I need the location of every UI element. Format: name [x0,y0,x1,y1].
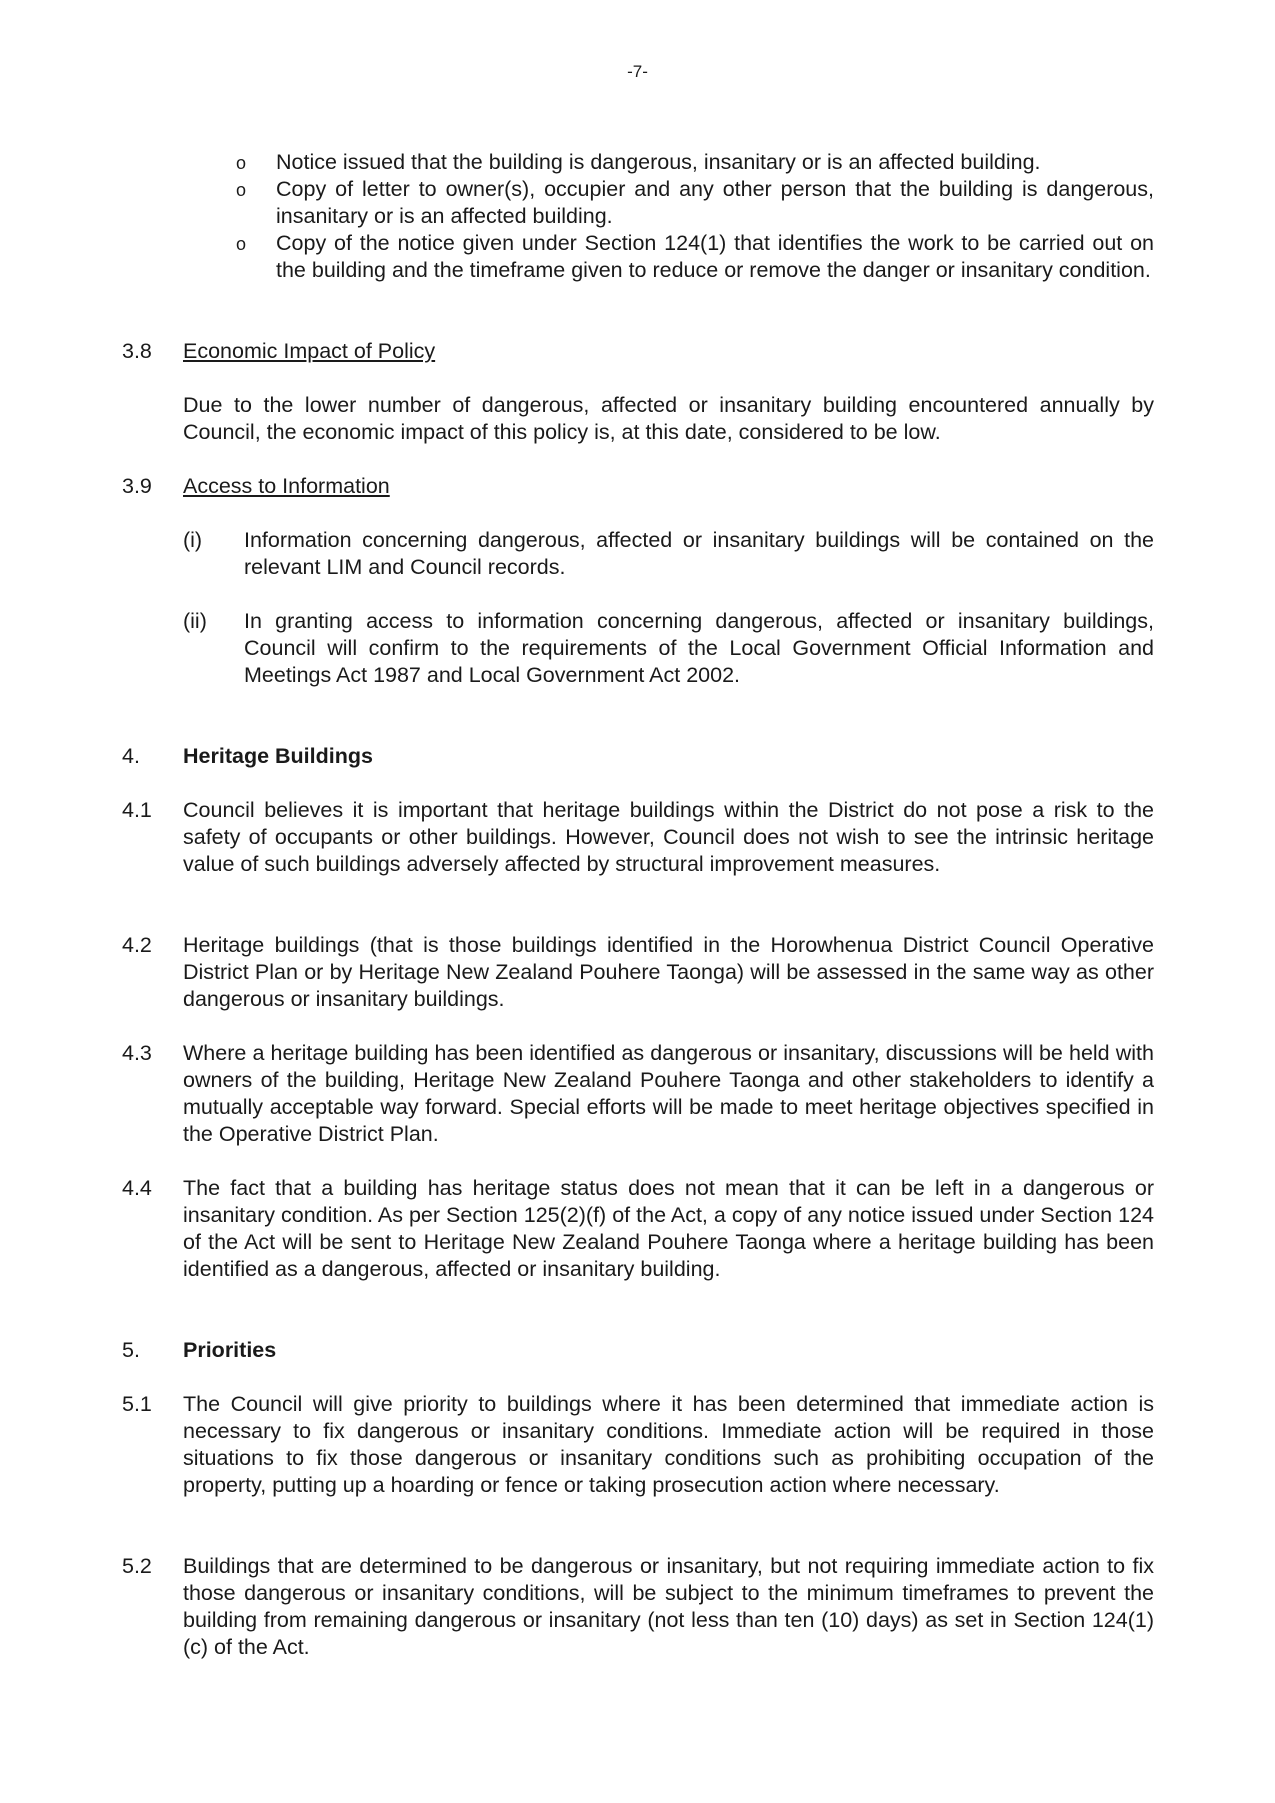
bullet-marker: o [236,153,247,173]
paragraph: Heritage buildings (that is those buildings identified in the Horowhenua District Council Operative District Plan or by Heritage New Zealand Pouhere Taonga) will be assessed in the same way as other dangerous or insanitary buildings. [183,933,1154,1011]
paragraph: Where a heritage building has been identified as dangerous or insanitary, discussions will be held with owners of the building, Heritage New Zealand Pouhere Taonga and other stakeholders to identify a mutually acceptable way forward. Special efforts will be made to meet heritage objectives specified in the Operative District Plan. [183,1041,1154,1146]
section-heading: Access to Information [183,474,390,498]
section-number: 4. [122,744,140,768]
paragraph: The fact that a building has heritage status does not mean that it can be left in a dangerous or insanitary condition. As per Section 125(2)(f) of the Act, a copy of any notice issued under Section 124 of the Act will be sent to Heritage New Zealand Pouhere Taonga where a heritage building has been identified as a dangerous, affected or insanitary building. [183,1176,1154,1281]
item-text: Information concerning dangerous, affected or insanitary buildings will be contained on the relevant LIM and Council records. [244,528,1154,579]
paragraph-number: 4.3 [122,1041,152,1065]
section-heading: Heritage Buildings [183,744,373,768]
paragraph-number: 4.4 [122,1176,152,1200]
paragraph-number: 5.2 [122,1554,152,1578]
bullet-marker: o [236,234,247,254]
section-number: 3.9 [122,474,152,498]
item-number: (ii) [183,609,207,633]
paragraph-number: 4.1 [122,798,152,822]
bullet-item: Copy of the notice given under Section 124(1) that identifies the work to be carried out on the building and the timeframe given to reduce or remove the danger or insanitary condition. [276,231,1154,282]
paragraph: The Council will give priority to buildings where it has been determined that immediate action is necessary to fix dangerous or insanitary conditions. Immediate action will be required in those situations to fix those dangerous or insanitary conditions such as prohibiting occupation of the property, putting up a hoarding or fence or taking prosecution action where necessary. [183,1392,1154,1497]
bullet-item: Copy of letter to owner(s), occupier and any other person that the building is dangerous, insanitary or is an affected building. [276,177,1154,228]
paragraph: Due to the lower number of dangerous, affected or insanitary building encountered annually by Council, the economic impact of this policy is, at this date, considered to be low. [183,393,1154,444]
paragraph-number: 5.1 [122,1392,152,1416]
section-number: 3.8 [122,339,152,363]
section-heading: Economic Impact of Policy [183,339,436,363]
item-number: (i) [183,528,203,552]
paragraph: Council believes it is important that heritage buildings within the District do not pose a risk to the safety of occupants or other buildings. However, Council does not wish to see the intrinsic heritage value of such buildings adversely affected by structural improvement measures. [183,798,1154,876]
paragraph: Buildings that are determined to be dangerous or insanitary, but not requiring immediate action to fix those dangerous or insanitary conditions, will be subject to the minimum timeframes to prevent the building from remaining dangerous or insanitary (not less than ten (10) days) as set in Section 124(1)(c) of the Act. [183,1554,1154,1659]
item-text: In granting access to information concerning dangerous, affected or insanitary buildings, Council will confirm to the requirements of the Local Government Official Information and Meetings Act 1987 and Local Government Act 2002. [244,609,1154,687]
section-number: 5. [122,1338,140,1362]
page-number: -7- [627,62,648,81]
section-heading: Priorities [183,1338,277,1362]
paragraph-number: 4.2 [122,933,152,957]
bullet-marker: o [236,180,247,200]
bullet-item: Notice issued that the building is dangerous, insanitary or is an affected building. [276,150,1041,174]
